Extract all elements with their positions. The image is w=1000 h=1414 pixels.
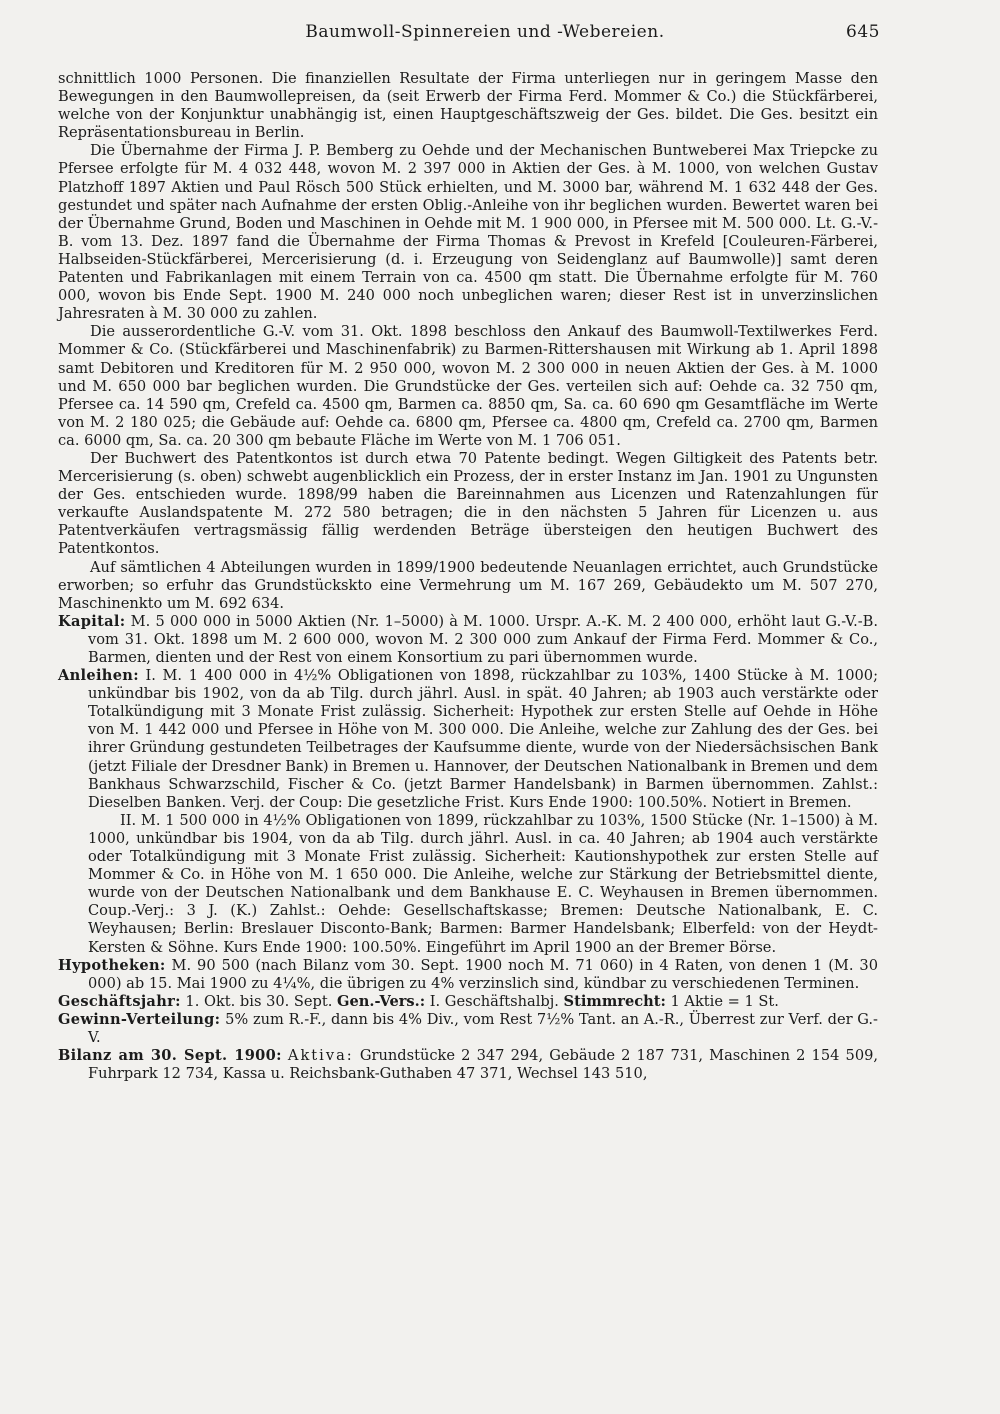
stimmrecht-text: 1 Aktie = 1 St.	[670, 992, 779, 1010]
page-body	[58, 70, 878, 1083]
anleihen-section	[58, 667, 878, 812]
geschaeftsjahr-text: 1. Okt. bis 30. Sept.	[185, 992, 333, 1010]
paragraph: Der Buchwert des Patentkontos ist durch etwa 70 Patente bedingt. Wegen Giltigkeit des Patents betr. Mercerisierung (s. oben) schwebt augenblicklich ein Prozess, der in erster Instanz im Jan. 1901 zu Ungunsten der Ges. entschieden wurde. 1898/99 haben die Bareinnahmen aus Licenzen und Ratenzahlungen für verkaufte Auslandspatente M. 272 580 betragen; die in den nächsten 5 Jahren für Licenzen u. aus Patentverkäufen vertragsmässig fällig werdenden Beträge übersteigen den heutigen Buchwert des Patentkontos.	[58, 449, 878, 558]
gewinn-label: Gewinn-Verteilung:	[58, 1010, 221, 1028]
paragraph: Auf sämtlichen 4 Abteilungen wurden in 1899/1900 bedeutende Neuanlagen errichtet, auch Grundstücke erworben; so erfuhr das Grundstückskto eine Vermehrung um M. 167 269, Gebäudekto um M. 507 270, Maschinenkto um M. 692 634.	[58, 558, 878, 612]
anleihen-section-2: II. M. 1 500 000 in 4½% Obligationen von 1899, rückzahlbar zu 103%, 1500 Stücke (Nr. 1–1500) à M. 1000, unkündbar bis 1904, von da ab Tilg. durch jährl. Ausl. in ca. 40 Jahren; ab 1904 auch verstärkte oder Totalkündigung mit 3 Monate Frist zulässig. Sicherheit: Kautionshypothek zur ersten Stelle auf Mommer & Co. in Höhe von M. 1 650 000. Die Anleihe, welche zur Stärkung der Betriebsmittel diente, wurde von der Deutschen Nationalbank und dem Bankhause E. C. Weyhausen in Bremen übernommen. Coup.-Verj.: 3 J. (K.) Zahlst.: Oehde: Gesellschaftskasse; Bremen: Deutsche Nationalbank, E. C. Weyhausen; Berlin: Breslauer Disconto-Bank; Barmen: Barmer Handelsbank; Elberfeld: von der Heydt-Kersten & Söhne. Kurs Ende 1900: 100.50%. Eingeführt im April 1900 an der Bremer Börse.	[88, 811, 878, 956]
paragraph: Die Übernahme der Firma J. P. Bemberg zu Oehde und der Mechanischen Buntweberei Max Triepcke zu Pfersee erfolgte für M. 4 032 448, wovon M. 2 397 000 in Aktien der Ges. à M. 1000, von welchen Gustav Platzhoff 1897 Aktien und Paul Rösch 500 Stück erhielten, und M. 3000 bar, während M. 1 632 448 der Ges. gestundet und später nach Aufnahme der ersten Oblig.-Anleihe von ihr beglichen wurden. Bewertet waren bei der Übernahme Grund, Boden und Maschinen in Oehde mit M. 1 900 000, in Pfersee mit M. 500 000. Lt. G.-V.-B. vom 13. Dez. 1897 fand die Übernahme der Firma Thomas & Prevost in Krefeld [Couleuren-Färberei, Halbseiden-Stückfärberei, Mercerisierung (d. i. Erzeugung von Seidenglanz auf Baumwolle)] samt deren Patenten und Fabrikanlagen mit einem Terrain von ca. 4500 qm statt. Die Übernahme erfolgte für M. 760 000, wovon bis Ende Sept. 1900 M. 240 000 noch unbeglichen waren; dieser Rest ist in unverzinslichen Jahresraten à M. 30 000 zu zahlen.	[58, 142, 878, 323]
kapital-section	[58, 613, 878, 667]
geschaeftsjahr-label: Geschäftsjahr:	[58, 992, 181, 1010]
paragraph: Die ausserordentliche G.-V. vom 31. Okt. 1898 beschloss den Ankauf des Baumwoll-Textilwerkes Ferd. Mommer & Co. (Stückfärberei und Maschinenfabrik) zu Barmen-Rittershausen mit Wirkung ab 1. April 1898 samt Debitoren und Kreditoren für M. 2 950 000, wovon M. 2 300 000 in neuen Aktien der Ges. à M. 1000 und M. 650 000 bar beglichen wurden. Die Grundstücke der Ges. verteilen sich auf: Oehde ca. 32 750 qm, Pfersee ca. 14 590 qm, Crefeld ca. 4500 qm, Barmen ca. 8850 qm, Sa. ca. 60 690 qm Gesamtfläche im Werte von M. 2 180 025; die Gebäude auf: Oehde ca. 6800 qm, Pfersee ca. 4800 qm, Crefeld ca. 2700 qm, Barmen ca. 6000 qm, Sa. ca. 20 300 qm bebaute Fläche im Werte von M. 1 706 051.	[58, 323, 878, 449]
running-title: Baumwoll-Spinnereien und -Webereien.	[305, 22, 665, 42]
hypotheken-section	[58, 957, 878, 993]
paragraph: schnittlich 1000 Personen. Die finanziellen Resultate der Firma unterliegen nur in geringem Masse den Bewegungen in den Baumwollepreisen, da (seit Erwerb der Firma Ferd. Mommer & Co.) die Stückfärberei, welche von der Konjunktur unabhängig ist, einen Hauptgeschäftszweig der Ges. bildet. Die Ges. besitzt ein Repräsentationsbureau in Berlin.	[58, 70, 878, 142]
page-number: 645	[846, 22, 880, 42]
gen-vers-text: I. Geschäftshalbj.	[429, 992, 559, 1010]
kapital-text: M. 5 000 000 in 5000 Aktien (Nr. 1–5000) à M. 1000. Urspr. A.-K. M. 2 400 000, erhöht laut G.-V.-B. vom 31. Okt. 1898 um M. 2 600 000, wovon M. 2 300 000 zum Ankauf der Firma Ferd. Mommer & Co., Barmen, dienten und der Rest von einem Konsortium zu pari übernommen wurde.	[88, 612, 878, 666]
bilanz-text: Grundstücke 2 347 294, Gebäude 2 187 731, Maschinen 2 154 509, Fuhrpark 12 734, Kassa u. Reichsbank-Guthaben 47 371, Wechsel 143 510,	[88, 1047, 879, 1083]
aktiva-label: Aktiva:	[287, 1047, 354, 1065]
bilanz-label: Bilanz am 30. Sept. 1900:	[58, 1047, 282, 1065]
anleihen-text-1: I. M. 1 400 000 in 4½% Obligationen von 1898, rückzahlbar zu 103%, 1400 Stücke à M. 1000; unkündbar bis 1902, von da ab Tilg. durch jährl. Ausl. in spät. 40 Jahren; ab 1903 auch verstärkte oder Totalkündigung mit 3 Monate Frist zulässig. Sicherheit: Hypothek zur ersten Stelle auf Oehde in Höhe von M. 1 442 000 und Pfersee in Höhe von M. 300 000. Die Anleihe, welche zur Zahlung des der Ges. bei ihrer Gründung gestundeten Teilbetrages der Kaufsumme diente, wurde von der Niedersächsischen Bank (jetzt Filiale der Dresdner Bank) in Bremen u. Hannover, der Deutschen Nationalbank in Bremen und dem Bankhaus Schwarzschild, Fischer & Co. (jetzt Barmer Handelsbank) in Barmen übernommen. Zahlst.: Dieselben Banken. Verj. der Coup: Die gesetzliche Frist. Kurs Ende 1900: 100.50%. Notiert in Bremen.	[88, 667, 878, 811]
bilanz-section	[58, 1047, 878, 1083]
gen-vers-label: Gen.-Vers.:	[337, 992, 426, 1010]
hypotheken-text: M. 90 500 (nach Bilanz vom 30. Sept. 1900 noch M. 71 060) in 4 Raten, von denen 1 (M. 30 000) ab 15. Mai 1900 zu 4¼%, die übrigen zu 4% verzinslich sind, kündbar zu verschiedenen Terminen.	[88, 956, 879, 992]
anleihen-label: Anleihen:	[58, 667, 139, 685]
gewinn-text: 5% zum R.-F., dann bis 4% Div., vom Rest 7½% Tant. an A.-R., Überrest zur Verf. der G.-V.	[88, 1010, 878, 1046]
gewinn-section	[58, 1011, 878, 1047]
stimmrecht-label: Stimmrecht:	[563, 992, 666, 1010]
geschaeftsjahr-row	[58, 993, 878, 1011]
kapital-label: Kapital:	[58, 612, 126, 630]
hypotheken-label: Hypotheken:	[58, 956, 166, 974]
